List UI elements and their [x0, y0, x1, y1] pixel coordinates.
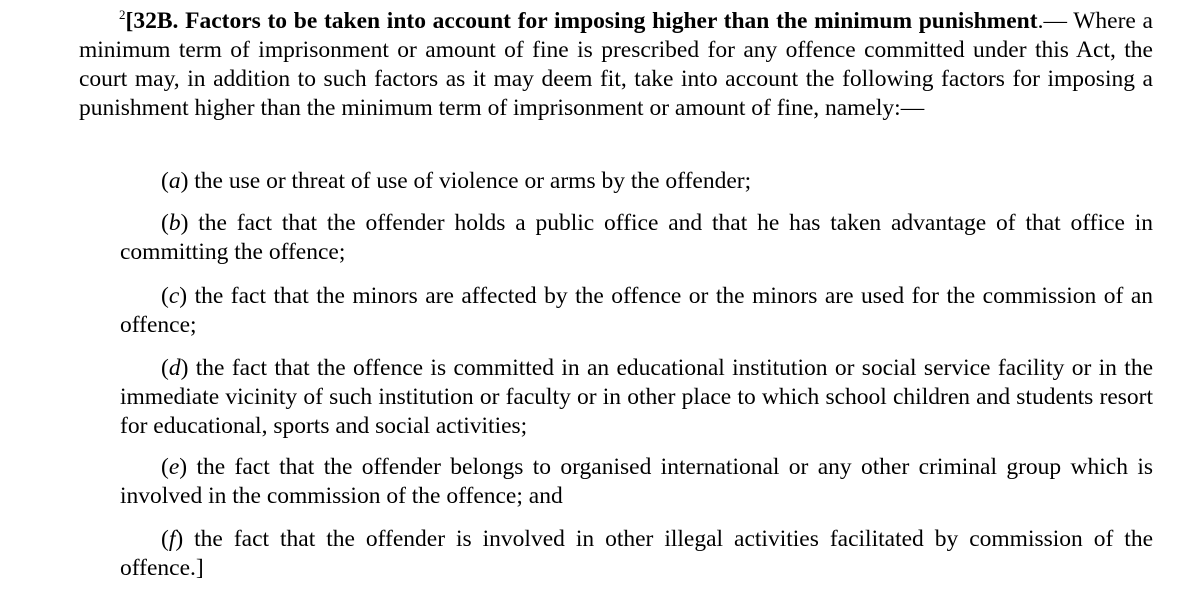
clause-marker: (c): [161, 283, 188, 309]
clause-letter: a: [168, 168, 181, 194]
clause-letter: f: [168, 526, 176, 552]
section-32b: [79, 7, 1153, 123]
clause-d: [120, 354, 1153, 441]
clause-letter: c: [168, 283, 180, 309]
section-body: Where a minimum term of imprisonment or amount of fine is prescribed for any offence committed under this Act, the court may, in addition to such factors as it may deem fit, take into account the following factors for imposing a punishment higher than the minimum term of imprisonment or amount of fine, namely:—: [79, 8, 1153, 121]
section-number: 32B: [133, 8, 173, 34]
section-title: . Factors to be taken into account for imposing higher than the minimum punishment: [172, 8, 1038, 34]
clause-marker: (d): [161, 355, 189, 381]
clause-text: the use or threat of use of violence or arms by the offender;: [194, 168, 752, 194]
clause-e: [120, 453, 1153, 511]
clause-text: the fact that the offence is committed in an educational institution or social service facility or in the immediate vicinity of such institution or faculty or in other place to which school children and students resort for educational, sports and social activities;: [120, 355, 1153, 439]
clause-letter: b: [168, 210, 181, 236]
clause-text: the fact that the minors are affected by the offence or the minors are used for the commission of an offence;: [120, 283, 1154, 338]
heading-dash: .—: [1037, 8, 1067, 34]
clause-marker: (b): [161, 210, 189, 236]
clause-marker: (a): [161, 168, 189, 194]
clause-b: [120, 209, 1153, 267]
clause-text: the fact that the offender is involved in other illegal activities facilitated by commission of the offence.]: [120, 526, 1154, 581]
clause-f: [120, 525, 1153, 583]
section-heading: [126, 8, 1038, 34]
clause-a: [120, 167, 1153, 196]
clause-marker: (f): [161, 526, 184, 552]
clause-text: the fact that the offender holds a public office and that he has taken advantage of that office in committing the offence;: [120, 210, 1154, 265]
footnote-reference[interactable]: 2: [119, 7, 126, 22]
clause-marker: (e): [161, 454, 188, 480]
clause-text: the fact that the offender belongs to organised international or any other criminal group which is involved in the commission of the offence; and: [120, 454, 1153, 509]
clause-letter: d: [168, 355, 181, 381]
clause-letter: e: [168, 454, 180, 480]
opening-bracket: [: [125, 8, 134, 34]
clause-c: [120, 282, 1153, 340]
